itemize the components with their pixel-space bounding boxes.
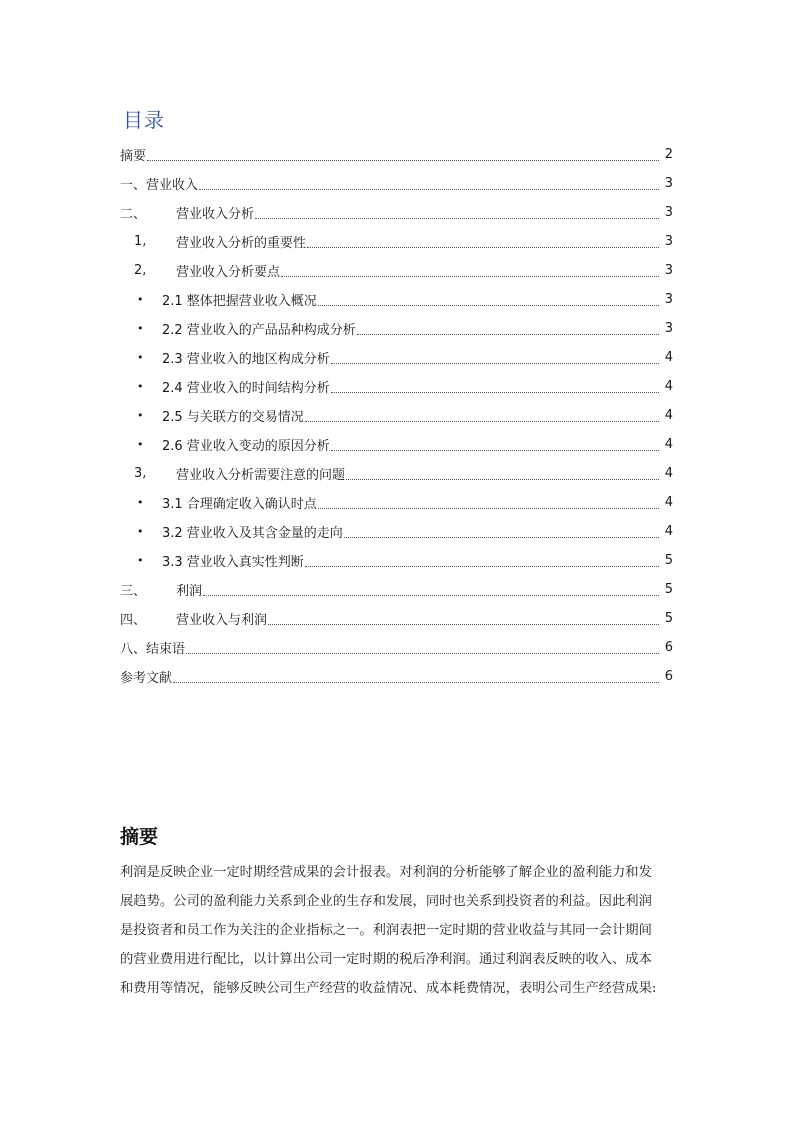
toc-entry-page: 4 [664,408,673,423]
toc-entry-label: 2.6 营业收入变动的原因分析 [162,439,330,454]
toc-entry-page: 3 [664,205,673,220]
abstract-body [120,858,676,1003]
toc-entry-label: 营业收入与利润 [176,613,268,628]
toc-entry-page: 4 [664,495,673,510]
toc-entry-label: 八、结束语 [120,642,186,657]
dot-leader [147,160,659,161]
toc-entry-page: 5 [664,611,673,626]
toc-entry[interactable] [120,401,673,430]
bullet-icon: • [137,554,144,567]
toc-entry-label: 营业收入分析 [176,207,255,222]
bullet-icon: • [137,380,144,393]
toc-entry[interactable] [120,285,673,314]
bullet-icon: • [137,438,144,451]
toc-entry[interactable] [120,343,673,372]
toc-entry-number: 1, [134,234,147,249]
abstract-line: 和费用等情况，能够反映公司生产经营的收益情况、成本耗费情况，表明公司生产经营成果: [120,981,657,996]
table-of-contents [120,140,673,691]
bullet-icon: • [137,496,144,509]
toc-entry[interactable] [120,198,673,227]
abstract-line: 是投资者和员工作为关注的企业指标之一。利润表把一定时期的营业收益与其同一会计期间 [120,923,652,938]
abstract-line: 展趋势。公司的盈利能力关系到企业的生存和发展，同时也关系到投资者的利益。因此利润 [120,894,652,909]
dot-leader [305,566,659,567]
dot-leader [346,479,659,480]
dot-leader [318,305,659,306]
toc-entry[interactable] [120,546,673,575]
dot-leader [357,334,659,335]
bullet-icon: • [137,293,144,306]
toc-entry-label: 2.4 营业收入的时间结构分析 [162,381,330,396]
toc-entry[interactable] [120,372,673,401]
toc-entry-label: 3.1 合理确定收入确认时点 [162,497,317,512]
toc-entry-label: 2.2 营业收入的产品品种构成分析 [162,323,356,338]
dot-leader [331,363,659,364]
bullet-icon: • [137,525,144,538]
toc-entry-page: 6 [664,640,673,655]
dot-leader [173,682,659,683]
toc-entry-number: 3, [134,466,147,481]
toc-entry[interactable] [120,604,673,633]
toc-entry[interactable] [120,430,673,459]
toc-entry-page: 4 [664,466,673,481]
toc-entry-label: 3.2 营业收入及其含金量的走向 [162,526,343,541]
dot-leader [268,624,659,625]
dot-leader [331,450,659,451]
dot-leader [307,247,659,248]
toc-title: 目录 [123,108,165,132]
toc-entry[interactable] [120,256,673,285]
toc-entry-page: 3 [664,292,673,307]
toc-entry[interactable] [120,575,673,604]
toc-entry-label: 利润 [176,584,203,599]
bullet-icon: • [137,351,144,364]
toc-entry-label: 一、营业收入 [120,178,199,193]
toc-entry[interactable] [120,169,673,198]
toc-entry-number: 2, [134,263,147,278]
toc-entry-label: 摘要 [120,149,147,164]
toc-entry-label: 2.1 整体把握营业收入概况 [162,294,317,309]
dot-leader [186,653,659,654]
toc-entry-label: 营业收入分析要点 [176,265,281,280]
toc-entry[interactable] [120,633,673,662]
abstract-heading: 摘要 [120,826,159,848]
toc-entry-page: 6 [664,669,673,684]
toc-entry[interactable] [120,227,673,256]
toc-entry-page: 4 [664,524,673,539]
toc-entry[interactable] [120,662,673,691]
toc-entry-label: 2.5 与关联方的交易情况 [162,410,304,425]
toc-entry-label: 2.3 营业收入的地区构成分析 [162,352,330,367]
toc-entry-page: 5 [664,553,673,568]
abstract-line: 的营业费用进行配比，以计算出公司一定时期的税后净利润。通过利润表反映的收入、成本 [120,952,652,967]
toc-entry-label: 营业收入分析的重要性 [176,236,307,251]
toc-entry-page: 3 [664,321,673,336]
toc-entry-page: 3 [664,176,673,191]
dot-leader [305,421,659,422]
dot-leader [318,508,659,509]
dot-leader [281,276,659,277]
toc-entry-label: 营业收入分析需要注意的问题 [176,468,346,483]
toc-entry-page: 2 [664,147,673,162]
toc-entry-label: 参考文献 [120,671,173,686]
toc-entry[interactable] [120,517,673,546]
dot-leader [255,218,659,219]
toc-entry-page: 5 [664,582,673,597]
toc-entry-number: 四、 [120,613,147,628]
toc-entry-page: 4 [664,437,673,452]
toc-entry[interactable] [120,488,673,517]
toc-entry-number: 二、 [120,207,147,222]
toc-entry-page: 3 [664,263,673,278]
bullet-icon: • [137,409,144,422]
abstract-line: 利润是反映企业一定时期经营成果的会计报表。对利润的分析能够了解企业的盈利能力和发 [120,865,652,880]
dot-leader [344,537,659,538]
toc-entry[interactable] [120,459,673,488]
toc-entry-page: 4 [664,350,673,365]
toc-entry-page: 4 [664,379,673,394]
toc-entry-number: 三、 [120,584,147,599]
dot-leader [203,595,659,596]
toc-entry-label: 3.3 营业收入真实性判断 [162,555,304,570]
bullet-icon: • [137,322,144,335]
dot-leader [331,392,659,393]
toc-entry[interactable] [120,314,673,343]
dot-leader [199,189,659,190]
toc-entry-page: 3 [664,234,673,249]
toc-entry[interactable] [120,140,673,169]
